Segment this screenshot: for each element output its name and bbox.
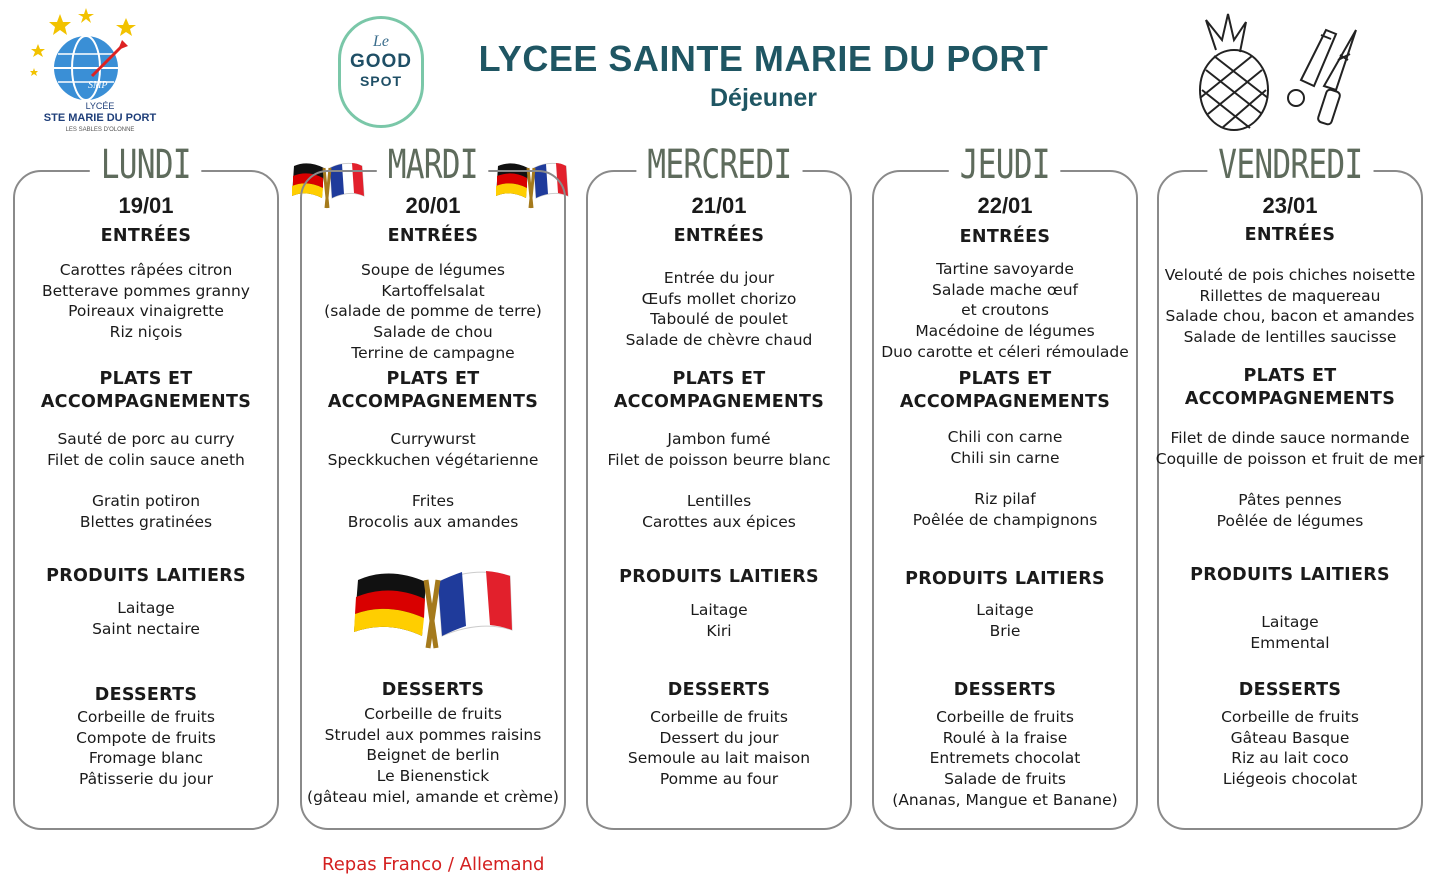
menu-item: Speckkuchen végétarienne [327, 450, 539, 469]
menu-item: Poireaux vinaigrette [68, 302, 224, 321]
plats-heading-line2: ACCOMPAGNEMENTS [327, 392, 539, 412]
entrees-heading: ENTRÉES [673, 226, 765, 246]
menu-item: Le Bienenstick [376, 767, 490, 786]
menu-item: Riz niçois [109, 323, 183, 342]
menu-item: Carottes râpées citron [59, 261, 233, 279]
desserts-list [854, 707, 1156, 811]
menu-item: Riz pilaf [974, 490, 1036, 509]
menu-item: Salade de fruits [944, 770, 1066, 789]
menu-item: Salade de chou [373, 323, 493, 342]
laitiers-list [568, 600, 870, 641]
entrees-list [568, 268, 870, 351]
partner-logo-line3: SPOT [359, 73, 403, 89]
desserts-heading: DESSERTS [953, 680, 1057, 700]
menu-item: Laitage [117, 599, 175, 617]
menu-item: Lentilles [686, 492, 752, 511]
menu-item: Riz au lait coco [1231, 749, 1349, 768]
laitiers-heading: PRODUITS LAITIERS [1190, 565, 1390, 585]
menu-item [854, 468, 1156, 489]
menu-item: Tartine savoyarde [936, 260, 1074, 278]
page-title: LYCEE SAINTE MARIE DU PORT [478, 38, 1049, 79]
day-column-lundi [13, 142, 279, 830]
menu-item: Macédoine de légumes [915, 322, 1095, 341]
menu-item: Jambon fumé [667, 430, 771, 448]
menu-item: Liégeois chocolat [1222, 770, 1358, 789]
menu-item: Laitage [976, 601, 1034, 619]
entrees-heading: ENTRÉES [387, 226, 479, 246]
laitiers-list [854, 600, 1156, 641]
entrees-list [854, 259, 1156, 363]
laitiers-list [0, 598, 297, 639]
plats-heading-line2: ACCOMPAGNEMENTS [1184, 389, 1396, 409]
day-date: 19/01 [118, 193, 174, 218]
menu-item: (gâteau miel, amande et crème) [307, 787, 559, 806]
menu-item: Roulé à la fraise [942, 728, 1068, 747]
plats-list [282, 429, 584, 533]
day-column-mercredi [586, 142, 852, 830]
menu-item: Carottes aux épices [642, 512, 796, 531]
menu-item: Betterave pommes granny [42, 281, 250, 300]
plats-heading-line2: ACCOMPAGNEMENTS [40, 392, 252, 412]
school-logo-line2: STE MARIE DU PORT [43, 112, 157, 124]
plats-heading [568, 368, 870, 414]
menu-item: Emmental [1250, 633, 1330, 652]
day-name: MERCREDI [636, 142, 802, 188]
plats-heading-line2: ACCOMPAGNEMENTS [613, 392, 825, 412]
menu-item: Pâtisserie du jour [79, 770, 213, 789]
menu-item: Beignet de berlin [366, 746, 500, 765]
laitiers-heading: PRODUITS LAITIERS [46, 566, 246, 586]
day-name: JEUDI [949, 142, 1061, 188]
menu-item: Brocolis aux amandes [347, 512, 519, 531]
plats-heading [1139, 365, 1438, 411]
day-name: LUNDI [90, 142, 202, 188]
menu-item: Semoule au lait maison [627, 749, 811, 768]
day-date: 22/01 [977, 193, 1033, 218]
day-date: 21/01 [691, 193, 747, 218]
pineapple-utensils-icon [1186, 10, 1376, 135]
plats-heading [854, 368, 1156, 414]
menu-item: Corbeille de fruits [1221, 708, 1359, 726]
menu-item: Salade mache œuf [932, 280, 1078, 299]
desserts-heading: DESSERTS [1238, 680, 1342, 700]
plats-heading-line1: PLATS ET [672, 369, 766, 389]
plats-heading-line1: PLATS ET [1243, 366, 1337, 386]
menu-item: Corbeille de fruits [650, 708, 788, 726]
franco-allemand-note: Repas Franco / Allemand [322, 854, 545, 875]
menu-item: Pomme au four [659, 770, 779, 789]
desserts-list [282, 704, 584, 808]
menu-item: Kiri [706, 621, 732, 640]
menu-item: Currywurst [390, 430, 476, 448]
menu-item: Filet de colin sauce aneth [47, 450, 245, 469]
menu-item: Corbeille de fruits [364, 705, 502, 723]
school-logo-badge: SMP [88, 80, 108, 91]
menu-item: Poêlée de légumes [1216, 511, 1364, 530]
day-column-vendredi [1155, 142, 1425, 830]
desserts-list [568, 707, 870, 790]
entrees-heading: ENTRÉES [1244, 225, 1336, 245]
menu-item: Entrée du jour [663, 269, 775, 287]
menu-item [568, 470, 870, 491]
menu-item: Corbeille de fruits [77, 708, 215, 726]
plats-list [0, 429, 297, 533]
partner-logo-line1: Le [373, 33, 389, 50]
menu-item: Salade chou, bacon et amandes [1165, 307, 1415, 326]
menu-item [282, 470, 584, 491]
plats-heading-line2: ACCOMPAGNEMENTS [899, 392, 1111, 412]
menu-item: Sauté de porc au curry [57, 430, 235, 448]
menu-item: Blettes gratinées [79, 512, 213, 531]
desserts-heading: DESSERTS [381, 680, 485, 700]
menu-item: (salade de pomme de terre) [324, 302, 542, 321]
day-column-mardi [300, 142, 566, 830]
plats-heading [0, 368, 297, 414]
desserts-heading: DESSERTS [94, 685, 198, 705]
menu-item: Dessert du jour [659, 728, 779, 747]
menu-item: Kartoffelsalat [381, 281, 485, 300]
menu-item: Soupe de légumes [361, 261, 505, 279]
menu-item: Œufs mollet chorizo [641, 289, 797, 308]
entrees-list [1139, 265, 1438, 348]
menu-item: Salade de lentilles saucisse [1183, 328, 1397, 347]
partner-logo-line2: GOOD [349, 51, 413, 72]
menu-item: Duo carotte et céleri rémoulade [881, 342, 1129, 361]
plats-heading [282, 368, 584, 414]
menu-item: et croutons [961, 301, 1049, 320]
laitiers-heading: PRODUITS LAITIERS [619, 567, 819, 587]
menu-item: Salade de chèvre chaud [625, 331, 813, 350]
menu-item: Strudel aux pommes raisins [324, 725, 542, 744]
entrees-heading: ENTRÉES [100, 226, 192, 246]
day-name: VENDREDI [1207, 142, 1373, 188]
day-name: MARDI [377, 142, 489, 188]
menu-item: Poêlée de champignons [912, 510, 1098, 529]
laitiers-list [1139, 612, 1438, 653]
school-logo-line1: LYCÉE [85, 101, 115, 111]
menu-item: Fromage blanc [88, 749, 204, 768]
menu-item: Pâtes pennes [1238, 491, 1342, 510]
plats-list [1139, 428, 1438, 532]
menu-item: Filet de poisson beurre blanc [607, 450, 831, 469]
menu-item: Frites [411, 492, 455, 511]
day-column-jeudi [872, 142, 1138, 830]
menu-item [0, 470, 297, 491]
day-date: 23/01 [1262, 193, 1318, 218]
plats-heading-line1: PLATS ET [958, 369, 1052, 389]
menu-item: Laitage [1261, 613, 1319, 631]
school-logo-line3: LES SABLES D'OLONNE [65, 127, 135, 133]
menu-item: Compote de fruits [76, 728, 216, 747]
laitiers-heading: PRODUITS LAITIERS [905, 569, 1105, 589]
desserts-heading: DESSERTS [667, 680, 771, 700]
plats-list [854, 427, 1156, 531]
desserts-list [0, 707, 297, 790]
menu-item: Gâteau Basque [1230, 728, 1350, 747]
entrees-list [0, 260, 297, 343]
entrees-heading: ENTRÉES [959, 227, 1051, 247]
menu-item: Entremets chocolat [929, 749, 1081, 768]
desserts-list [1139, 707, 1438, 790]
plats-heading-line1: PLATS ET [386, 369, 480, 389]
menu-item: Gratin potiron [91, 492, 201, 511]
plats-heading-line1: PLATS ET [99, 369, 193, 389]
menu-item: Rillettes de maquereau [1199, 286, 1381, 305]
menu-item: Velouté de pois chiches noisette [1164, 266, 1416, 284]
menu-item: Chili sin carne [950, 448, 1060, 467]
menu-item: Corbeille de fruits [936, 708, 1074, 726]
german-french-flags-icon [350, 562, 516, 652]
menu-item: Chili con carne [947, 428, 1063, 446]
menu-item: Coquille de poisson et fruit de mer [1155, 449, 1425, 468]
day-date: 20/01 [405, 193, 461, 218]
menu-item: Laitage [690, 601, 748, 619]
menu-item: Saint nectaire [92, 619, 200, 638]
plats-list [568, 429, 870, 533]
menu-item: (Ananas, Mangue et Banane) [892, 790, 1118, 809]
menu-item [1139, 469, 1438, 490]
menu-item: Taboulé de poulet [650, 310, 788, 329]
menu-item: Filet de dinde sauce normande [1170, 429, 1410, 447]
menu-item: Brie [989, 621, 1021, 640]
page-subtitle: Déjeuner [710, 84, 817, 112]
menu-item: Terrine de campagne [351, 343, 515, 362]
entrees-list [282, 260, 584, 364]
